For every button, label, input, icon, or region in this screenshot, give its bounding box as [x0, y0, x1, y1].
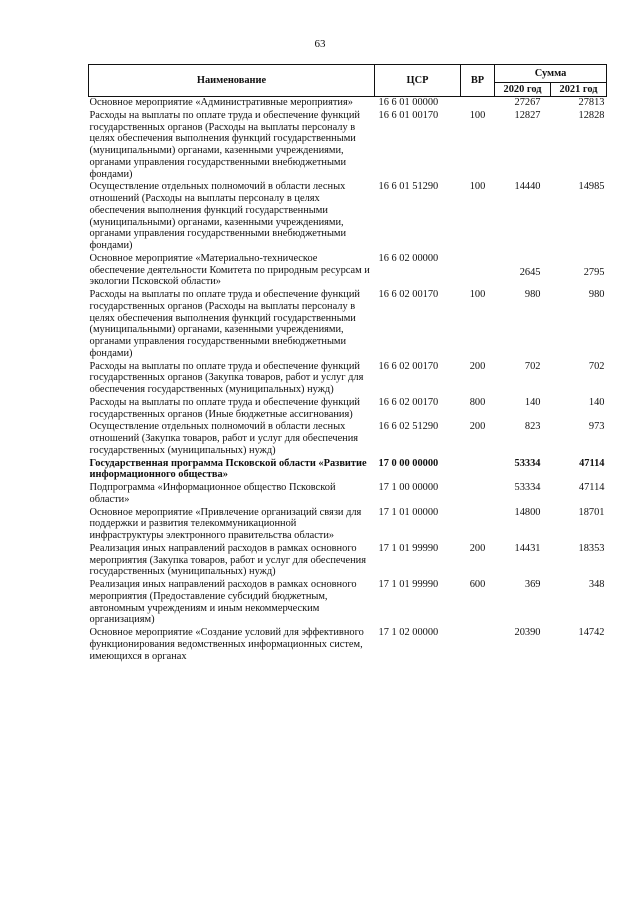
row-sum-2020: 823: [524, 421, 541, 433]
row-csr: 16 6 01 00170: [378, 109, 439, 121]
table-row: [89, 181, 607, 253]
row-csr: 17 1 00 00000: [378, 482, 439, 493]
row-vr: [461, 97, 495, 110]
row-sum-2021: 973: [588, 421, 605, 433]
row-sum-2021: 702: [588, 360, 605, 372]
table-row: [89, 110, 607, 182]
row-vr: 100: [469, 181, 486, 193]
row-sum-2020: 2645: [519, 266, 541, 278]
row-vr: 200: [469, 360, 486, 372]
row-sum-2021: 2795: [583, 266, 605, 278]
row-vr: [461, 458, 495, 483]
table-row: [89, 253, 607, 289]
row-csr: 16 6 01 51290: [378, 181, 439, 193]
row-sum-2021: 47114: [579, 457, 605, 469]
row-sum-2021: 14742: [578, 627, 605, 638]
row-sum-2021: 14985: [578, 181, 605, 193]
row-vr: [461, 507, 495, 543]
row-name: Расходы на выплаты по оплате труда и обеспечение функций государственных органов (Расходы на выплаты персоналу в целях обеспечения выполнения функций государственными (муниципальными) органами, казенными учреждениями, органами управления государственными внебюджетными фондами): [89, 109, 360, 180]
row-sum-2021: 47114: [578, 482, 605, 493]
table-header: [89, 65, 607, 97]
row-name: Реализация иных направлений расходов в рамках основного мероприятия (Закупка товаров, работ и услуг для обеспечения государственных (муниципальных) нужд): [89, 542, 366, 578]
row-csr: 16 6 01 00000: [378, 97, 439, 108]
row-csr: 17 0 00 00000: [378, 457, 439, 469]
row-sum-2020: 27267: [514, 97, 541, 108]
row-name: Осуществление отдельных полномочий в области лесных отношений (Расходы на выплаты персоналу в целях обеспечения выполнения функций государственными (муниципальными) органами, казенными учреждениями, органами управления государственными внебюджетными фондами): [89, 181, 347, 251]
header-year-2021: 2021 год: [551, 83, 607, 97]
row-vr: [461, 627, 495, 663]
row-sum-2020: 53334: [514, 482, 541, 493]
row-name: Реализация иных направлений расходов в рамках основного мероприятия (Предоставление субсидий бюджетным, автономным учреждениям и иным некоммерческим организациям): [89, 579, 357, 626]
table-row: [89, 458, 607, 483]
row-sum-2020: 702: [524, 360, 541, 372]
row-vr: 200: [469, 421, 486, 433]
row-sum-2021: 12828: [578, 109, 605, 121]
row-vr: [461, 482, 495, 507]
row-sum-2021: 140: [588, 396, 605, 408]
page-number: 63: [314, 38, 326, 50]
row-sum-2020: 369: [524, 579, 541, 590]
table-body: [89, 97, 607, 664]
header-vr: ВР: [461, 65, 495, 97]
table-row: [89, 507, 607, 543]
header-sum: Сумма: [495, 65, 607, 83]
row-sum-2020: 53334: [514, 457, 541, 469]
header-year-2020: 2020 год: [495, 83, 551, 97]
row-sum-2020: 140: [524, 396, 541, 408]
row-name: Основное мероприятие «Привлечение организаций связи для поддержки и развития телекоммуникационной инфраструктуры электронного правительства области»: [89, 506, 362, 541]
row-name: Расходы на выплаты по оплате труда и обеспечение функций государственных органов (Закупка товаров, работ и услуг для обеспечения государственных (муниципальных) нужд): [89, 360, 364, 395]
row-sum-2020: 20390: [514, 627, 541, 638]
row-csr: 17 1 01 99990: [378, 579, 439, 590]
row-name: Подпрограмма «Информационное общество Псковской области»: [89, 482, 336, 505]
row-csr: 16 6 02 00170: [378, 289, 439, 300]
row-sum-2021: 348: [588, 579, 605, 590]
row-csr: 16 6 02 51290: [378, 421, 439, 433]
row-name: Осуществление отдельных полномочий в области лесных отношений (Закупка товаров, работ и услуг для обеспечения государственных (муниципальных) нужд): [89, 421, 359, 456]
table-row: [89, 397, 607, 422]
table-row: [89, 361, 607, 397]
header-name: Наименование: [89, 65, 375, 97]
header-csr: ЦСР: [375, 65, 461, 97]
row-vr: 100: [469, 109, 486, 121]
table-row: [89, 543, 607, 579]
row-csr: 17 1 01 99990: [378, 542, 439, 554]
row-name: Основное мероприятие «Создание условий для эффективного функционирования ведомственных информационных систем, имеющихся в органах: [89, 627, 364, 662]
table-row: [89, 421, 607, 457]
row-sum-2020: 980: [524, 289, 541, 300]
table-row: [89, 627, 607, 663]
row-vr: 200: [469, 542, 486, 554]
row-vr: 800: [469, 396, 486, 408]
row-sum-2020: 14440: [514, 181, 541, 193]
row-csr: 16 6 02 00170: [378, 396, 439, 408]
row-sum-2021: 980: [588, 289, 605, 300]
table-row: [89, 482, 607, 507]
row-sum-2020: 14800: [514, 506, 541, 518]
row-sum-2021: 27813: [578, 97, 605, 108]
row-name: Расходы на выплаты по оплате труда и обеспечение функций государственных органов (Иные бюджетные ассигнования): [89, 396, 360, 420]
row-sum-2021: 18353: [578, 542, 605, 554]
row-vr: [461, 253, 495, 289]
row-name: Расходы на выплаты по оплате труда и обеспечение функций государственных органов (Расходы на выплаты персоналу в целях обеспечения выполнения функций государственными (муниципальными) органами, казенными учреждениями, органами управления государственными внебюджетными фондами): [89, 289, 360, 359]
row-sum-2020: 12827: [514, 109, 541, 121]
row-csr: 16 6 02 00170: [378, 360, 439, 372]
table-row: [89, 579, 607, 627]
row-vr: 600: [469, 579, 486, 590]
table-row: [89, 97, 607, 110]
row-name: Основное мероприятие «Административные мероприятия»: [89, 97, 353, 108]
row-vr: 100: [469, 289, 486, 300]
table-row: [89, 289, 607, 361]
row-name: Государственная программа Псковской области «Развитие информационного общества»: [89, 457, 367, 481]
row-sum-2020: 14431: [514, 542, 541, 554]
budget-table: [88, 64, 607, 663]
row-sum-2021: 18701: [578, 506, 605, 518]
row-csr: 16 6 02 00000: [378, 252, 439, 264]
row-csr: 17 1 01 00000: [378, 506, 439, 518]
row-name: Основное мероприятие «Материально-техническое обеспечение деятельности Комитета по природным ресурсам и экологии Псковской области»: [89, 252, 370, 288]
row-csr: 17 1 02 00000: [378, 627, 439, 638]
